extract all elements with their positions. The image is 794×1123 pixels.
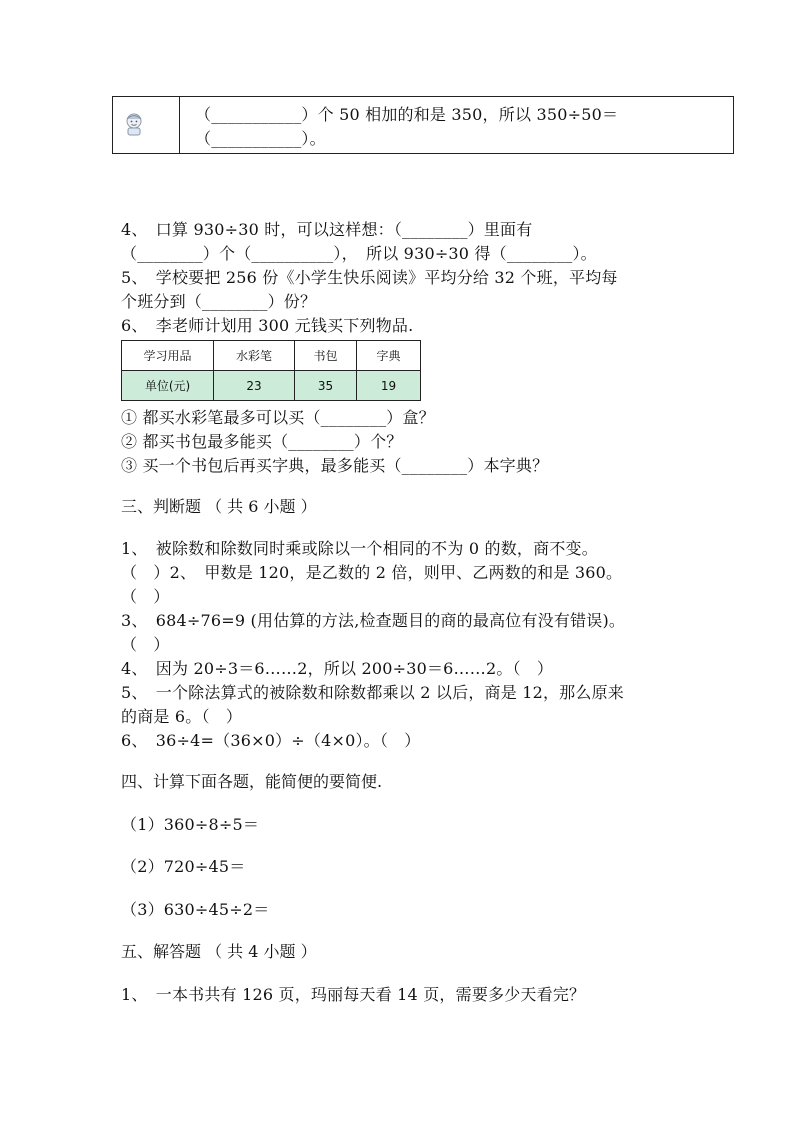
box-divider [179, 97, 180, 153]
q5-line-2: 个班分到（________）份？ [121, 292, 317, 311]
calc-item-3: （3）630÷45÷2＝ [121, 900, 270, 919]
section-5-title: 五、解答题 （ 共 4 小题 ） [121, 942, 317, 961]
section-3-title: 三、判断题 （ 共 6 小题 ） [121, 497, 317, 516]
q5-line-1: 5、 学校要把 256 份《小学生快乐阅读》平均分给 32 个班，平均每 [121, 268, 618, 287]
table-header-cell: 水彩笔 [214, 341, 295, 371]
table-row [122, 371, 421, 401]
top-question-box [112, 96, 734, 154]
table-cell: 19 [357, 371, 421, 401]
section-3-line: 6、 36÷4=（36×0）÷（4×0）。（ ） [121, 731, 421, 750]
section-3-line: 的商是 6。（ ） [121, 707, 243, 726]
table-cell: 35 [295, 371, 357, 401]
table-header-cell: 字典 [357, 341, 421, 371]
section-3-line: 4、 因为 20÷3＝6……2，所以 200÷30＝6……2。（ ） [121, 659, 554, 678]
section-3-line: 3、 684÷76=9 (用估算的方法,检查题目的商的最高位有没有错误)。 [121, 611, 626, 630]
section-3-line: （ ）2、 甲数是 120，是乙数的 2 倍，则甲、乙两数的和是 360。 [121, 563, 623, 582]
q4-line-1: 4、 口算 930÷30 时，可以这样想：（________）里面有 [121, 220, 533, 239]
q4-line-2: （________）个（__________）， 所以 930÷30 得（________）。 [121, 244, 597, 263]
sub-question-1: ① 都买水彩笔最多可以买（________）盒？ [121, 408, 435, 427]
sub-question-3: ③ 买一个书包后再买字典，最多能买（________）本字典？ [121, 456, 549, 475]
sub-question-2: ② 都买书包最多能买（________）个？ [121, 432, 403, 451]
section-4-title: 四、计算下面各题，能简便的要简便. [121, 772, 383, 791]
top-box-line-1: （___________）个 50 相加的和是 350，所以 350÷50＝ [195, 105, 619, 124]
q6-line-1: 6、 李老师计划用 300 元钱买下列物品. [121, 316, 414, 335]
table-header-cell: 书包 [295, 341, 357, 371]
section-3-line: （ ） [121, 635, 170, 654]
table-header-cell: 学习用品 [122, 341, 214, 371]
calc-item-2: （2）720÷45＝ [121, 857, 246, 876]
top-box-line-2: （___________）。 [195, 129, 326, 148]
goods-price-table [121, 340, 421, 401]
table-cell: 单位(元) [122, 371, 214, 401]
section-3-line: 1、 被除数和除数同时乘或除以一个相同的不为 0 的数，商不变。 [121, 539, 598, 558]
table-cell: 23 [214, 371, 295, 401]
section-5-question-1: 1、 一本书共有 126 页，玛丽每天看 14 页，需要多少天看完？ [121, 985, 586, 1004]
section-3-line: 5、 一个除法算式的被除数和除数都乘以 2 以后，商是 12，那么原来 [121, 683, 624, 702]
calc-item-1: （1）360÷8÷5＝ [121, 815, 260, 834]
section-3-line: （ ） [121, 587, 170, 606]
table-row [122, 341, 421, 371]
student-icon [121, 111, 147, 137]
